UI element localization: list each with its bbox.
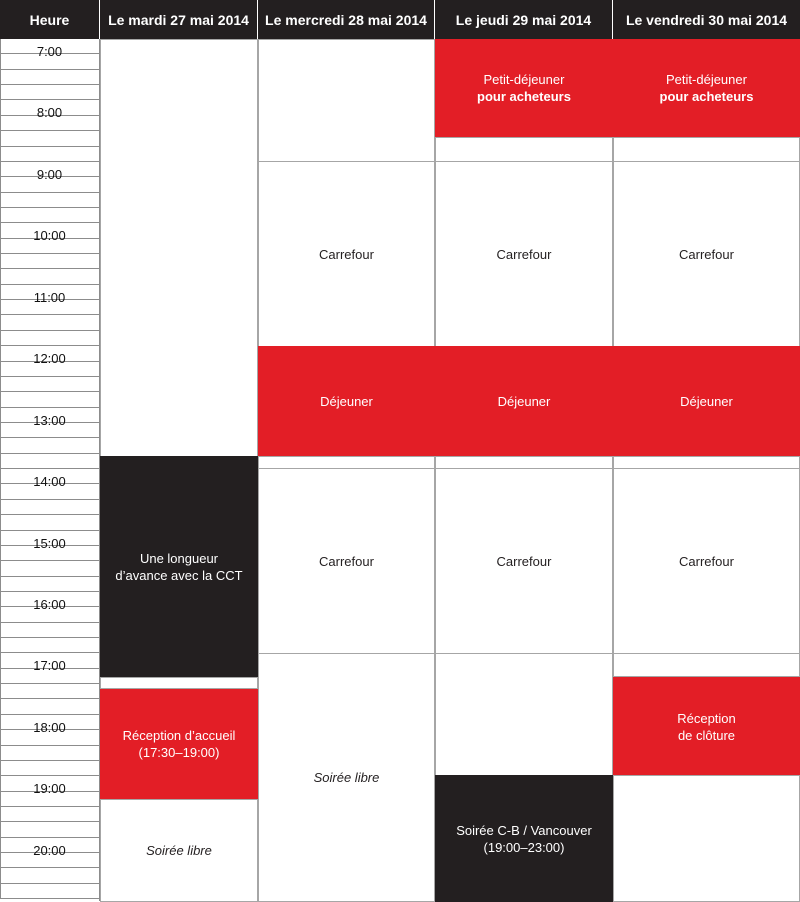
event-label: Soirée libre	[313, 770, 380, 785]
event-label: Déjeuner	[497, 394, 551, 409]
event-carrefour-friday-pm	[613, 468, 800, 654]
time-slot	[0, 438, 99, 454]
event-line: de clôture	[677, 727, 736, 743]
hour-label: 17:00	[33, 658, 66, 673]
hour-label: 16:00	[33, 597, 66, 612]
time-slot	[0, 392, 99, 408]
event-label: Soirée libre	[146, 843, 212, 858]
event-closing-reception-friday	[613, 677, 800, 776]
time-slot	[0, 269, 99, 285]
event-buyers-breakfast-thursday	[435, 39, 613, 137]
hour-label: 13:00	[33, 413, 66, 428]
time-slot	[0, 761, 99, 776]
event-carrefour-thursday-am	[435, 161, 613, 347]
header-day-thursday: Le jeudi 29 mai 2014	[435, 0, 612, 39]
event-label: Carrefour	[319, 553, 374, 569]
time-slot	[0, 70, 99, 85]
hour-label: 20:00	[33, 843, 66, 858]
event-carrefour-friday-am	[613, 161, 800, 347]
event-buyers-breakfast-friday	[613, 39, 800, 137]
event-lunch-friday	[613, 346, 800, 457]
event-empty-tuesday-morning	[100, 39, 258, 457]
event-gap-friday-pm	[613, 653, 800, 677]
hour-label: 19:00	[33, 781, 66, 796]
time-slot	[0, 131, 99, 147]
time-slot	[0, 822, 99, 838]
event-line: Réception	[677, 710, 736, 726]
time-slot	[0, 807, 99, 822]
event-line: (17:30–19:00)	[138, 745, 220, 760]
event-line: Petit-déjeuner	[483, 72, 565, 87]
hour-label: 15:00	[33, 536, 66, 551]
hour-label: 8:00	[36, 105, 63, 120]
event-bc-vancouver-evening-thursday	[435, 775, 613, 902]
time-slot	[0, 500, 99, 515]
event-welcome-reception-tuesday	[100, 689, 258, 799]
time-slot	[0, 623, 99, 638]
hour-label: 14:00	[33, 474, 66, 489]
time-slot	[0, 515, 99, 531]
event-gap-thursday-am	[435, 137, 613, 162]
hour-label: 11:00	[33, 290, 66, 305]
event-line: Petit-déjeuner	[666, 72, 747, 87]
time-slot	[0, 208, 99, 223]
time-slot	[0, 147, 99, 162]
event-label: Carrefour	[496, 246, 552, 262]
hour-label: 18:00	[33, 720, 66, 735]
event-line: (19:00–23:00)	[483, 839, 565, 855]
time-slot	[0, 315, 99, 331]
event-carrefour-wednesday-pm	[258, 468, 435, 654]
event-line: d’avance avec la CCT	[115, 567, 243, 583]
event-gap-friday-am	[613, 137, 800, 162]
event-free-evening-wednesday	[258, 653, 435, 902]
time-slot	[0, 377, 99, 392]
time-slot	[0, 884, 99, 899]
event-free-evening-tuesday	[100, 799, 258, 902]
header-day-friday: Le vendredi 30 mai 2014	[613, 0, 800, 39]
event-lunch-wednesday	[258, 346, 435, 457]
event-cct-tuesday	[100, 456, 258, 677]
time-slot	[0, 193, 99, 208]
event-label: Carrefour	[496, 553, 552, 569]
time-slot	[0, 561, 99, 577]
time-slot	[0, 254, 99, 269]
header-day-tuesday: Le mardi 27 mai 2014	[100, 0, 257, 39]
time-slot	[0, 684, 99, 699]
event-label: Déjeuner	[680, 394, 733, 409]
event-carrefour-wednesday-am	[258, 161, 435, 347]
event-empty-friday-evening	[613, 775, 800, 902]
event-line: Une longueur	[139, 550, 219, 566]
event-empty-wednesday-morning	[258, 39, 435, 162]
event-label: Carrefour	[679, 553, 734, 569]
time-slot	[0, 454, 99, 469]
hour-label: 12:00	[33, 351, 66, 366]
time-slot	[0, 85, 99, 100]
hour-label: 9:00	[36, 167, 63, 182]
hour-label: 10:00	[33, 228, 66, 243]
event-label: Carrefour	[319, 246, 374, 262]
event-label: Carrefour	[679, 246, 734, 262]
time-slot	[0, 331, 99, 346]
event-line: Soirée C-B / Vancouver	[456, 822, 592, 838]
event-label: Déjeuner	[320, 394, 373, 409]
event-carrefour-thursday-pm	[435, 468, 613, 654]
event-lunch-thursday	[435, 346, 613, 457]
time-slot	[0, 699, 99, 715]
event-gap-tuesday	[100, 677, 258, 689]
event-empty-thursday-evening	[435, 653, 613, 776]
hour-label: 7:00	[36, 44, 63, 59]
time-slot	[0, 577, 99, 592]
time-slot	[0, 638, 99, 653]
header-time: Heure	[0, 0, 99, 39]
event-line: pour acheteurs	[477, 89, 571, 104]
event-line: Réception d’accueil	[122, 728, 236, 743]
time-slot	[0, 746, 99, 761]
time-slot	[0, 868, 99, 884]
event-line: pour acheteurs	[659, 89, 754, 104]
header-day-wednesday: Le mercredi 28 mai 2014	[258, 0, 434, 39]
